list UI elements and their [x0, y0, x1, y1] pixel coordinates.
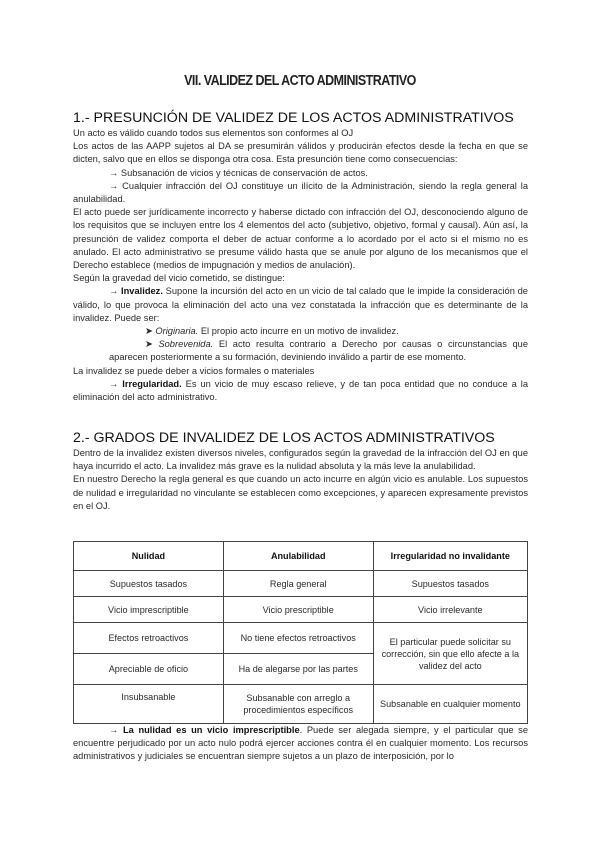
table-cell: Apreciable de oficio — [74, 654, 224, 685]
table-cell: Efectos retroactivos — [74, 623, 224, 654]
column-header: Nulidad — [74, 542, 224, 571]
table-cell: No tiene efectos retroactivos — [223, 623, 373, 654]
table-cell: Subsanable con arreglo a procedimientos específicos — [223, 685, 373, 724]
term-label: Invalidez. — [121, 286, 163, 297]
table-cell: Subsanable en cualquier momento — [373, 685, 527, 724]
table-cell: Supuestos tasados — [74, 571, 224, 597]
closing-paragraph — [73, 724, 528, 764]
term-text: El propio acto incurre en un motivo de invalidez. — [198, 326, 399, 337]
table-cell: Ha de alegarse por las partes — [223, 654, 373, 685]
section2-heading: 2.- GRADOS DE INVALIDEZ DE LOS ACTOS ADMINISTRATIVOS — [73, 430, 495, 446]
table-cell: Vicio imprescriptible — [74, 597, 224, 623]
term-label: Sobrevenida. — [158, 339, 214, 350]
definition-irregularidad: → Irregularidad. Es un vicio de muy escaso relieve, y de tan poca entidad que no conduce a la eliminación del acto administrativo. — [73, 378, 529, 403]
column-header: Irregularidad no invalidante — [373, 542, 527, 571]
invalidity-grades-table — [73, 541, 528, 724]
table-row — [74, 623, 528, 654]
paragraph: Los actos de las AAPP sujetos al DA se presumirán válidos y producirán efectos desde la fecha en que se dicten, salvo que en ellos se disponga otra cosa. Esta presunción tiene como consecuencias: — [73, 141, 528, 165]
paragraph: Según la gravedad del vicio cometido, se distingue: — [73, 273, 285, 284]
table-cell: Vicio irrelevante — [373, 597, 527, 623]
paragraph: El acto puede ser jurídicamente incorrecto y haberse dictado con infracción del OJ, desconociendo alguno de los requisitos que se incluyen entre los 4 elementos del acto (subjetivo, objetivo, formal y causal). Aún así, la presunción de validez comporta el deber de actuar conforme a lo acordado por el acto si el mismo no es anulado. El acto administrativo se presume válido hasta que se anule por alguno de los mecanismos que el Derecho establece (medios de impugnación y medios de anulación). — [73, 207, 528, 271]
section1-heading: 1.- PRESUNCIÓN DE VALIDEZ DE LOS ACTOS ADMINISTRATIVOS — [73, 110, 514, 126]
document-title: VII. VALIDEZ DEL ACTO ADMINISTRATIVO — [184, 73, 416, 89]
table-cell: Regla general — [223, 571, 373, 597]
section1-body — [73, 127, 528, 404]
term-label: Originaria. — [155, 326, 199, 337]
term-text: El acto resulta contrario a Derecho por causas o circunstancias que aparecen posteriormente a su formación, deviniendo inválido a partir de ese momento. — [109, 339, 528, 363]
paragraph: Dentro de la invalidez existen diversos niveles, configurados según la gravedad de la infracción del OJ en que haya incurrido el acto. La invalidez más grave es la nulidad absoluta y la más leve la anulabilidad. — [73, 448, 528, 472]
term-text: Es un vicio de muy escaso relieve, y de tan poca entidad que no conduce a la eliminación del acto administrativo. — [73, 378, 529, 403]
bullet-item: → Subsanación de vicios y técnicas de conservación de actos. — [109, 167, 368, 178]
term-label: Irregularidad. — [122, 378, 182, 389]
paragraph: En nuestro Derecho la regla general es que cuando un acto incurre en algún vicio es anulable. Los supuestos de nulidad e irregularidad no vinculante se establecen como excepciones, y aparecen expresamente previstos en el OJ. — [73, 474, 528, 511]
table-cell: El particular puede solicitar su corrección, sin que ello afecte a la validez del acto — [373, 623, 527, 685]
paragraph: → La nulidad es un vicio imprescriptible. Puede ser alegada siempre, y el particular que se encuentre perjudicado por un acto nulo podrá ejercer acciones contra él en cualquier momento. Los recursos administrativos y judiciales se encuentran siempre sujetos a un plazo de interposición, por lo — [73, 725, 528, 762]
column-header: Anulabilidad — [223, 542, 373, 571]
paragraph: La invalidez se puede deber a vicios formales o materiales — [73, 365, 315, 376]
paragraph: Un acto es válido cuando todos sus elementos son conformes al OJ — [73, 128, 354, 138]
bullet-item: → Cualquier infracción del OJ constituye un ilícito de la Administración, siendo la regla general la anulabilidad. — [73, 180, 528, 205]
table-row — [74, 571, 528, 597]
table-row — [74, 685, 528, 724]
table-cell: Insubsanable — [74, 685, 224, 724]
term-text: . Puede ser alegada siempre, y el particular que se encuentre perjudicado por un acto nulo podrá ejercer acciones contra él en cualquier momento. Los recursos administrativos y judiciales se encuentran siempre sujetos a un plazo de interposición, por lo — [73, 725, 528, 762]
section2-body — [73, 447, 528, 513]
table-row — [74, 597, 528, 623]
term-label: La nulidad es un vicio imprescriptible — [122, 725, 300, 735]
term-text: Supone la incursión del acto en un vicio de tal calado que le impide la consideración de válido, lo que provoca la eliminación del acto una vez constatada la infracción que es determinante de la invalidez. Puede ser: — [73, 286, 528, 323]
definition-invalidez: → Invalidez. Supone la incursión del acto en un vicio de tal calado que le impide la consideración de válido, lo que provoca la eliminación del acto una vez constatada la infracción que es determinante de la invalidez. Puede ser: — [73, 286, 528, 323]
subtype-sobrevenida: ➤ Sobrevenida. El acto resulta contrario a Derecho por causas o circunstancias que aparecen posteriormente a su formación, deviniendo inválido a partir de ese momento. — [109, 339, 528, 363]
table-cell: Vicio prescriptible — [223, 597, 373, 623]
table-header-row — [74, 542, 528, 571]
subtype-originaria: ➤ Originaria. El propio acto incurre en un motivo de invalidez. — [145, 326, 399, 337]
table-cell: Supuestos tasados — [373, 571, 527, 597]
